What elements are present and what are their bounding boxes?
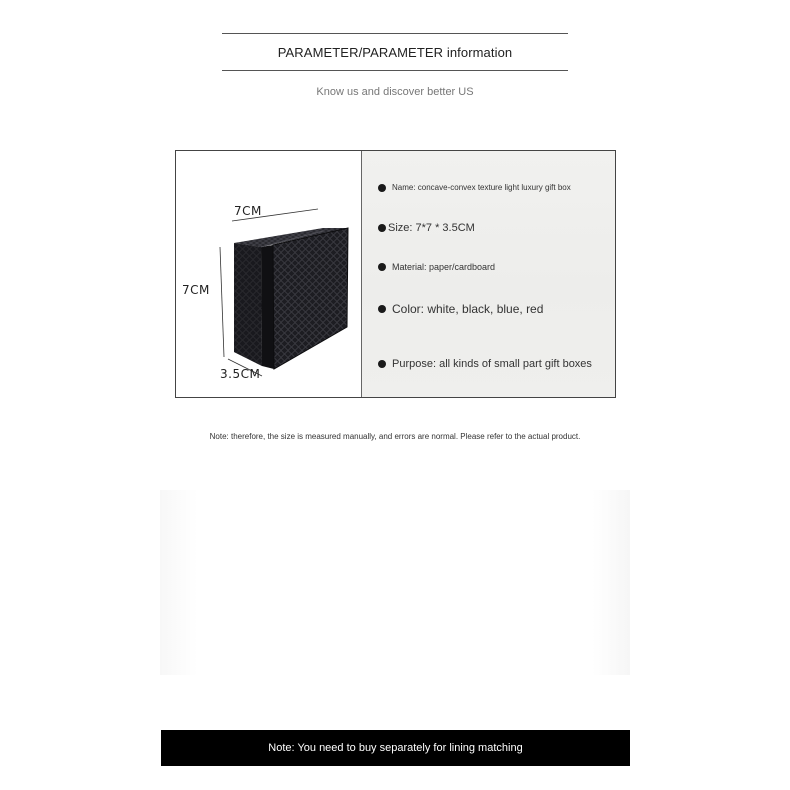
gift-box-illustration [176,151,362,399]
bullet-icon [378,263,386,271]
spec-list [362,151,615,397]
lining-banner-text: Note: You need to buy separately for lining matching [268,742,523,754]
bullet-icon [378,305,386,313]
lining-banner [161,730,630,766]
page-subtitle: Know us and discover better US [316,86,474,98]
bullet-icon [378,360,386,368]
header-rule-top [222,33,568,34]
dimension-line-left [220,247,224,357]
bullet-icon [378,224,386,232]
dimension-label-depth: 3.5CM [220,367,261,381]
spec-table [175,150,616,398]
page-title: PARAMETER/PARAMETER information [277,45,513,60]
bullet-icon [378,184,386,192]
spec-item-material: Material: paper/cardboard [378,262,495,272]
dimension-label-width: 7CM [234,204,262,218]
header-rule-bottom [222,70,568,71]
measurement-note: Note: therefore, the size is measured manually, and errors are normal. Please refer to the actual product. [209,432,581,441]
product-photo-cell [176,151,362,397]
spec-item-size: Size: 7*7 * 3.5CM [378,222,475,234]
blank-image-area [160,490,630,675]
box-lid-band [261,245,274,369]
dimension-label-height: 7CM [182,283,210,297]
spec-item-color: Color: white, black, blue, red [378,302,543,316]
spec-item-purpose: Purpose: all kinds of small part gift boxes [378,358,592,370]
spec-item-name: Name: concave-convex texture light luxury gift box [378,183,571,192]
